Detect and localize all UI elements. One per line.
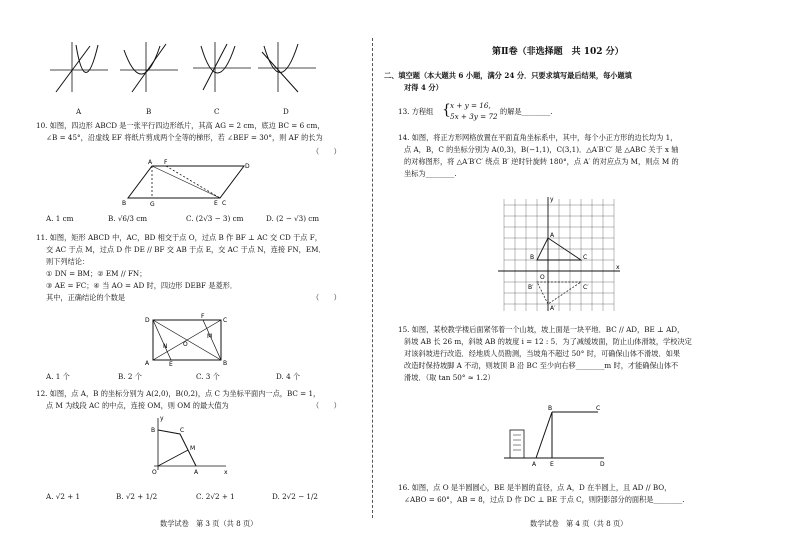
fig14-label-a-prime: A′ [550, 305, 556, 312]
q10-parallelogram-figure [120, 158, 255, 208]
section-title: 第Ⅱ卷（非选择题 共 102 分） [492, 47, 624, 57]
q10-options [46, 214, 346, 228]
q14-line-4: 坐标为________. [404, 169, 457, 178]
q12-option-c[interactable]: C. 2√2 + 1 [196, 492, 235, 501]
fig11-label-a: A [145, 360, 150, 367]
fig10-label-g: G [150, 201, 155, 208]
q9-graph-d [258, 40, 318, 95]
q13-prefix: 13. 方程组 [398, 107, 434, 116]
fig10-label-a: A [148, 159, 153, 166]
graph-label-d: D [283, 107, 289, 116]
q11-paren: （ ） [312, 293, 341, 302]
q12-coordinate-figure [150, 416, 230, 476]
q11-line-1: 11. 如图，矩形 ABCD 中，AC，BD 相交于点 O，过点 B 作 BF ⊥ AC 交 CD 于点 F， [36, 233, 322, 242]
q10-option-d[interactable]: D. (2 − √3) cm [266, 214, 320, 223]
q13-eq-1: x + y = 16, [450, 101, 491, 110]
q10-option-c[interactable]: C. (2√3 − 3) cm [186, 214, 244, 223]
fig15-label-d: D [600, 461, 605, 468]
q12-line-1: 12. 如图，点 A，B 的坐标分别为 A(2,0)，B(0,2)，点 C 为坐标平面内一点，BC = 1， [36, 389, 321, 398]
q11-line-3: 则下列结论： [46, 257, 90, 266]
q14-line-2: 点 A，B，C 的坐标分别为 A(0,3)，B(−1,1)，C(3,1)．△A′B′C′ 是 △ABC 关于 x 轴 [404, 145, 679, 154]
q10-option-b[interactable]: B. √6/3 cm [108, 214, 148, 223]
fig11-label-m: M [207, 333, 213, 340]
q10-line-2: ∠B = 45°，沿虚线 EF 将纸片剪成两个全等的梯形，若 ∠BEF = 30°，则 AF 的长为 [46, 133, 323, 142]
q9-graph-c [193, 40, 253, 95]
fig10-label-d: D [245, 163, 250, 170]
fig10-label-b: B [122, 200, 127, 207]
q16-line-1: 16. 如图，点 O 是半圆圆心，BE 是半圆的直径，点 A，D 在半圆上，且 AD // BO， [398, 483, 672, 492]
q11-line-6: 其中，正确结论的个数是 [46, 293, 126, 302]
q11-options [46, 372, 346, 386]
fig12-label-c: C [180, 427, 185, 434]
left-page-footer: 数学试卷 第 3 页（共 8 页） [160, 519, 258, 528]
q11-line-2: 交 AC 于点 M，过点 D 作 DE // BF 交 AB 于点 E，交 AC 于点 N，连接 FN，EM． [46, 245, 326, 254]
brace-icon: { [442, 102, 451, 118]
fig10-label-c: C [222, 200, 227, 207]
q12-option-a[interactable]: A. √2 + 1 [46, 492, 81, 501]
q11-line-5: ③ AE = FC；④ 当 AO = AD 时，四边形 DEBF 是菱形． [46, 281, 238, 290]
q12-line-2: 点 M 为线段 AC 的中点，连接 OM，则 OM 的最大值为 [46, 401, 229, 410]
q14-grid-figure [494, 195, 624, 315]
fig11-label-n: N [163, 343, 168, 350]
fig12-label-y: y [160, 415, 164, 422]
q12-options [46, 492, 346, 506]
q9-graph-b [120, 40, 180, 95]
fig12-label-a: A [194, 469, 199, 476]
fig14-label-b: B [530, 254, 535, 261]
fig15-label-b: B [548, 405, 553, 412]
q9-graph-a [50, 40, 110, 95]
fig11-label-e: E [169, 361, 173, 368]
fig14-label-a: A [550, 232, 555, 239]
fig12-label-x: x [224, 469, 228, 476]
q15-line-3: 对该斜坡进行改造．经地质人员勘测，当坡角不超过 50° 时，可确保山体不滑坡．如果 [404, 349, 681, 358]
fig12-label-b: B [151, 427, 156, 434]
page-divider [372, 38, 373, 518]
q15-line-2: 斜坡 AB 长 26 m，斜坡 AB 的坡度 i = 12 : 5．为了减缓坡面，防止山体滑坡，学校决定 [404, 337, 692, 346]
q15-line-1: 15. 如图，某校教学楼后面紧邻着一个山坡，坡上面是一块平地．BC // AD，BE ⊥ AD， [398, 325, 685, 334]
fig10-label-f: F [164, 159, 168, 166]
q13-blank: 的解是________. [500, 107, 553, 116]
fig14-label-o: O [540, 274, 545, 281]
graph-label-a: A [76, 107, 82, 116]
fig15-label-c: C [596, 405, 601, 412]
q10-paren: （ ） [312, 147, 341, 156]
q11-option-a[interactable]: A. 1 个 [46, 372, 70, 381]
fig14-label-y: y [550, 196, 554, 203]
graph-label-b: B [146, 107, 152, 116]
school-building-icon [510, 430, 524, 458]
q11-rectangle-figure [145, 314, 230, 366]
q14-line-1: 14. 如图，将正方形网格放置在平面直角坐标系中，其中，每个小正方形的边长均为 1， [398, 133, 678, 142]
fig15-label-e: E [550, 461, 554, 468]
fig11-label-d: D [145, 317, 150, 324]
graph-label-c: C [214, 107, 220, 116]
section-heading-2: 对得 4 分） [404, 83, 443, 92]
fig10-label-e: E [214, 200, 218, 207]
q11-option-b[interactable]: B. 2 个 [118, 372, 142, 381]
q13-eq-2: 5x + 3y = 72 [450, 112, 498, 121]
fig14-label-x: x [616, 264, 620, 271]
q15-line-5: 滑坡．（取 tan 50° ≈ 1.2） [404, 373, 495, 382]
fig12-label-m: M [190, 445, 196, 452]
section-heading-1: 二、填空题（本大题共 6 小题，满分 24 分．只要求填写最后结果，每小题填 [384, 71, 632, 80]
q16-line-2: ∠ABO = 60°，AB = 8，过点 D 作 DC ⊥ BE 于点 C，则阴影部分的面积是________. [404, 495, 685, 504]
q10-option-a[interactable]: A. 1 cm [46, 214, 74, 223]
fig11-label-b: B [223, 360, 228, 367]
q11-option-c[interactable]: C. 3 个 [196, 372, 220, 381]
fig11-label-f: F [201, 313, 205, 320]
q12-option-d[interactable]: D. 2√2 − 1/2 [272, 492, 318, 501]
q15-slope-figure [500, 400, 620, 470]
fig14-label-c: C [583, 254, 588, 261]
q11-option-d[interactable]: D. 4 个 [276, 372, 301, 381]
right-page-footer: 数学试卷 第 4 页（共 8 页） [530, 519, 628, 528]
q12-paren: （ ） [312, 401, 341, 410]
fig12-label-o: O [152, 469, 157, 476]
q11-line-4: ① DN = BM；② EM // FN； [46, 269, 147, 278]
fig11-label-o: O [183, 341, 188, 348]
q12-option-b[interactable]: B. √2 + 1/2 [116, 492, 158, 501]
q15-line-4: 改造时保持坡脚 A 不动，则坡顶 B 沿 BC 至少向右移________m 时，才能确保山体不 [404, 361, 679, 370]
grid-lines [504, 199, 614, 311]
fig14-label-c-prime: C′ [583, 284, 589, 291]
q10-line-1: 10. 如图，四边形 ABCD 是一张平行四边形纸片，其高 AG = 2 cm，底边 BC = 6 cm， [36, 121, 325, 130]
fig15-label-a: A [532, 461, 537, 468]
q14-line-3: 的对称图形，将 △A′B′C′ 绕点 B′ 逆时针旋转 180°，点 A′ 的对应点为 M，则点 M 的 [404, 157, 679, 166]
fig11-label-c: C [223, 317, 228, 324]
fig14-label-b-prime: B′ [528, 284, 534, 291]
